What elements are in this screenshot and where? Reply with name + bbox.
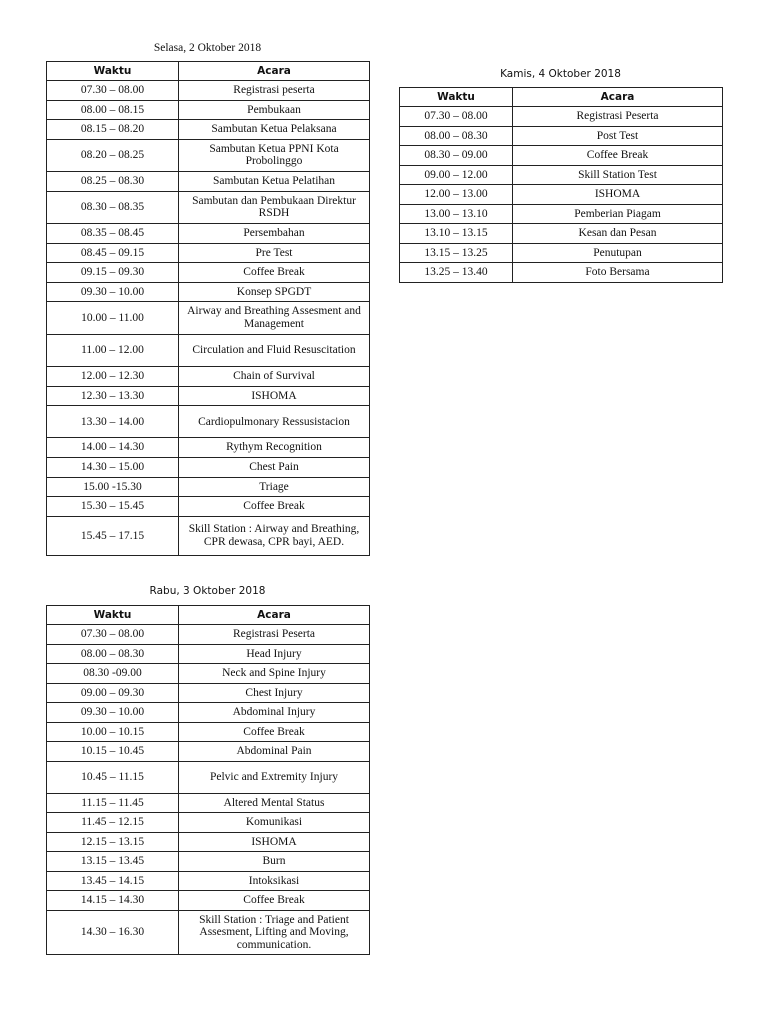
event-cell: Coffee Break [513,146,723,166]
time-cell: 10.45 – 11.15 [47,761,179,793]
time-cell: 10.00 – 11.00 [47,302,179,334]
time-cell: 11.00 – 12.00 [47,334,179,366]
event-cell: Chest Pain [179,458,370,478]
event-cell: ISHOMA [513,185,723,205]
event-cell: Chest Injury [179,683,370,703]
table-row [400,126,723,146]
schedule-title-rabu: Rabu, 3 Oktober 2018 [149,585,266,597]
time-cell: 13.30 – 14.00 [47,406,179,438]
event-cell: Neck and Spine Injury [179,664,370,684]
table-row [47,223,370,243]
event-cell: Skill Station Test [513,165,723,185]
table-row [47,761,370,793]
header-acara: Acara [179,62,370,81]
table-row [47,683,370,703]
event-cell: Abdominal Pain [179,742,370,762]
table-row [400,146,723,166]
table-row [47,302,370,334]
table-row [400,165,723,185]
time-cell: 08.30 – 09.00 [400,146,513,166]
time-cell: 10.00 – 10.15 [47,722,179,742]
event-cell: Konsep SPGDT [179,282,370,302]
event-cell: Head Injury [179,644,370,664]
time-cell: 08.25 – 08.30 [47,172,179,192]
schedule-title-selasa: Selasa, 2 Oktober 2018 [153,42,262,54]
table-row [47,282,370,302]
table-row [47,516,370,555]
event-cell: Airway and Breathing Assesment and Management [179,302,370,334]
event-cell: Pemberian Piagam [513,204,723,224]
event-cell: Sambutan Ketua Pelatihan [179,172,370,192]
table-row [47,497,370,517]
time-cell: 09.00 – 09.30 [47,683,179,703]
time-cell: 13.00 – 13.10 [400,204,513,224]
time-cell: 13.15 – 13.25 [400,243,513,263]
table-row [47,263,370,283]
time-cell: 08.35 – 08.45 [47,223,179,243]
event-cell: Registrasi peserta [179,81,370,101]
event-cell: Pelvic and Extremity Injury [179,761,370,793]
table-row [47,172,370,192]
time-cell: 08.15 – 08.20 [47,120,179,140]
time-cell: 11.15 – 11.45 [47,793,179,813]
time-cell: 08.00 – 08.30 [47,644,179,664]
table-row [47,625,370,645]
table-row [47,703,370,723]
time-cell: 13.10 – 13.15 [400,224,513,244]
event-cell: Kesan dan Pesan [513,224,723,244]
time-cell: 13.25 – 13.40 [400,263,513,283]
table-row [47,891,370,911]
table-row [400,107,723,127]
event-cell: Circulation and Fluid Resuscitation [179,334,370,366]
time-cell: 09.30 – 10.00 [47,703,179,723]
event-cell: Sambutan Ketua PPNI Kota Probolinggo [179,139,370,171]
table-row [47,139,370,171]
table-row [47,438,370,458]
time-cell: 12.30 – 13.30 [47,386,179,406]
table-header-row [47,606,370,625]
time-cell: 09.00 – 12.00 [400,165,513,185]
event-cell: Coffee Break [179,263,370,283]
schedule-table-kamis [399,87,723,283]
time-cell: 13.15 – 13.45 [47,852,179,872]
table-row [400,185,723,205]
event-cell: Altered Mental Status [179,793,370,813]
table-header-row [400,88,723,107]
event-cell: Coffee Break [179,497,370,517]
table-row [47,910,370,954]
event-cell: Sambutan dan Pembukaan Direktur RSDH [179,191,370,223]
time-cell: 14.30 – 16.30 [47,910,179,954]
table-row [47,852,370,872]
event-cell: Foto Bersama [513,263,723,283]
table-row [47,366,370,386]
table-row [400,263,723,283]
table-row [47,81,370,101]
event-cell: Intoksikasi [179,871,370,891]
event-cell: Coffee Break [179,891,370,911]
time-cell: 08.30 -09.00 [47,664,179,684]
event-cell: Burn [179,852,370,872]
table-row [47,722,370,742]
schedule-title-kamis: Kamis, 4 Oktober 2018 [500,68,621,80]
time-cell: 15.30 – 15.45 [47,497,179,517]
event-cell: Pembukaan [179,100,370,120]
table-row [47,793,370,813]
table-row [47,191,370,223]
table-row [47,386,370,406]
time-cell: 08.30 – 08.35 [47,191,179,223]
time-cell: 09.15 – 09.30 [47,263,179,283]
time-cell: 08.00 – 08.15 [47,100,179,120]
time-cell: 08.00 – 08.30 [400,126,513,146]
event-cell: Registrasi Peserta [513,107,723,127]
event-cell: ISHOMA [179,386,370,406]
time-cell: 12.00 – 12.30 [47,366,179,386]
event-cell: Persembahan [179,223,370,243]
event-cell: ISHOMA [179,832,370,852]
table-row [47,100,370,120]
event-cell: Komunikasi [179,813,370,833]
time-cell: 14.15 – 14.30 [47,891,179,911]
header-waktu: Waktu [47,62,179,81]
event-cell: Coffee Break [179,722,370,742]
event-cell: Sambutan Ketua Pelaksana [179,120,370,140]
time-cell: 12.00 – 13.00 [400,185,513,205]
event-cell: Rythym Recognition [179,438,370,458]
time-cell: 09.30 – 10.00 [47,282,179,302]
time-cell: 07.30 – 08.00 [47,625,179,645]
time-cell: 12.15 – 13.15 [47,832,179,852]
event-cell: Triage [179,477,370,497]
time-cell: 15.45 – 17.15 [47,516,179,555]
table-row [47,664,370,684]
header-acara: Acara [513,88,723,107]
table-row [47,120,370,140]
table-row [47,742,370,762]
schedule-table-selasa [46,61,370,556]
header-waktu: Waktu [47,606,179,625]
header-acara: Acara [179,606,370,625]
time-cell: 08.45 – 09.15 [47,243,179,263]
table-row [400,243,723,263]
event-cell: Pre Test [179,243,370,263]
event-cell: Post Test [513,126,723,146]
table-row [47,644,370,664]
table-row [47,871,370,891]
time-cell: 13.45 – 14.15 [47,871,179,891]
time-cell: 15.00 -15.30 [47,477,179,497]
event-cell: Penutupan [513,243,723,263]
time-cell: 07.30 – 08.00 [47,81,179,101]
table-row [47,458,370,478]
event-cell: Skill Station : Triage and Patient Assesment, Lifting and Moving, communication. [179,910,370,954]
table-row [400,224,723,244]
event-cell: Registrasi Peserta [179,625,370,645]
event-cell: Abdominal Injury [179,703,370,723]
event-cell: Chain of Survival [179,366,370,386]
table-row [47,334,370,366]
time-cell: 10.15 – 10.45 [47,742,179,762]
event-cell: Skill Station : Airway and Breathing, CPR dewasa, CPR bayi, AED. [179,516,370,555]
table-row [47,243,370,263]
time-cell: 07.30 – 08.00 [400,107,513,127]
schedule-table-rabu [46,605,370,955]
event-cell: Cardiopulmonary Ressusistacion [179,406,370,438]
header-waktu: Waktu [400,88,513,107]
time-cell: 11.45 – 12.15 [47,813,179,833]
time-cell: 14.30 – 15.00 [47,458,179,478]
table-row [47,477,370,497]
time-cell: 14.00 – 14.30 [47,438,179,458]
time-cell: 08.20 – 08.25 [47,139,179,171]
table-row [400,204,723,224]
table-row [47,832,370,852]
table-row [47,813,370,833]
table-row [47,406,370,438]
table-header-row [47,62,370,81]
